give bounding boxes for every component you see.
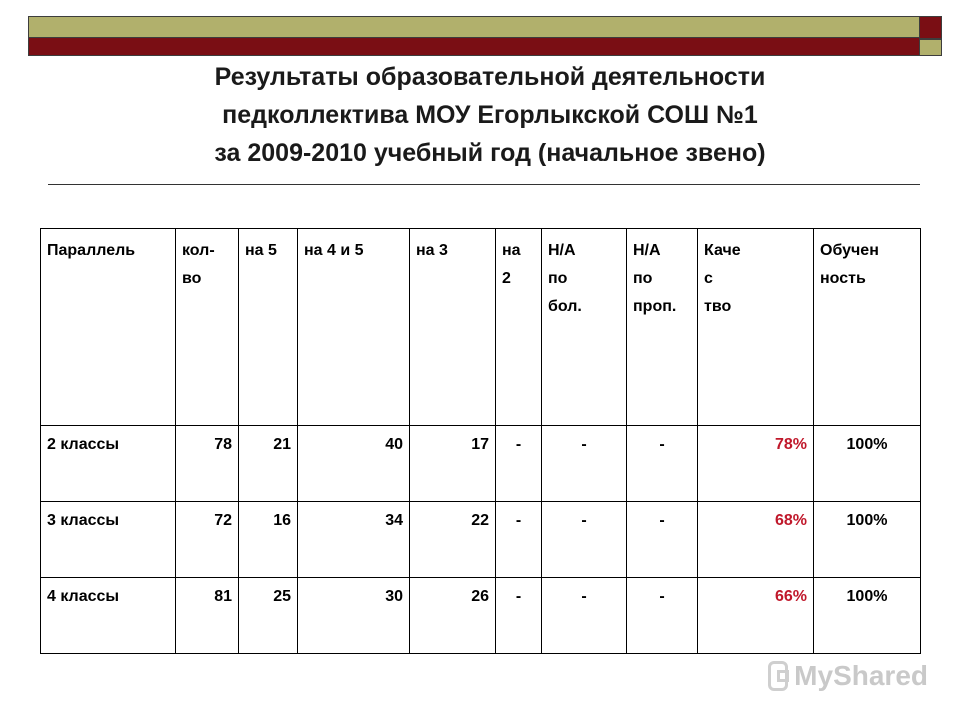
cell-quality: 78%: [698, 426, 814, 502]
cell-grade-3: 22: [410, 502, 496, 578]
corner-square-olive: [919, 39, 942, 56]
header-grade-3: на 3: [410, 229, 496, 426]
cell-parallel: 4 классы: [41, 578, 176, 654]
cell-na-illness: -: [542, 578, 627, 654]
cell-na-absence: -: [627, 426, 698, 502]
myshared-watermark: [768, 656, 928, 696]
cell-parallel: 3 классы: [41, 502, 176, 578]
cell-grade-5: 21: [239, 426, 298, 502]
cell-grade-3: 26: [410, 578, 496, 654]
decoration-band-maroon: [28, 38, 920, 56]
results-table: [40, 228, 921, 654]
myshared-logo-icon: [768, 661, 788, 691]
title-line-1: Результаты образовательной деятельности: [214, 63, 766, 91]
cell-grade-4-5: 40: [298, 426, 410, 502]
table-row: [41, 502, 921, 578]
cell-parallel: 2 классы: [41, 426, 176, 502]
decoration-band-olive: [28, 16, 920, 38]
title-line-2: педколлектива МОУ Егорлыкской СОШ №1: [222, 101, 758, 129]
cell-quality: 66%: [698, 578, 814, 654]
header-na-illness: Н/А по бол.: [542, 229, 627, 426]
cell-quality: 68%: [698, 502, 814, 578]
header-quality: Каче с тво: [698, 229, 814, 426]
cell-grade-2: -: [496, 502, 542, 578]
header-grade-4-5: на 4 и 5: [298, 229, 410, 426]
cell-grade-4-5: 30: [298, 578, 410, 654]
cell-learning: 100%: [814, 578, 921, 654]
cell-grade-2: -: [496, 426, 542, 502]
header-count: кол- во: [176, 229, 239, 426]
table-row: [41, 426, 921, 502]
cell-count: 78: [176, 426, 239, 502]
cell-grade-5: 16: [239, 502, 298, 578]
cell-grade-3: 17: [410, 426, 496, 502]
cell-grade-5: 25: [239, 578, 298, 654]
cell-count: 81: [176, 578, 239, 654]
cell-grade-2: -: [496, 578, 542, 654]
cell-grade-4-5: 34: [298, 502, 410, 578]
cell-na-illness: -: [542, 426, 627, 502]
cell-na-absence: -: [627, 502, 698, 578]
header-na-absence: Н/А по проп.: [627, 229, 698, 426]
table-header-row: [41, 229, 921, 426]
title-line-3: за 2009-2010 учебный год (начальное звено): [214, 139, 766, 167]
header-learning: Обучен ность: [814, 229, 921, 426]
title-divider: [48, 184, 920, 185]
header-parallel: Параллель: [41, 229, 176, 426]
table-row: [41, 578, 921, 654]
watermark-text: MyShared: [794, 660, 928, 691]
slide-title: [60, 58, 920, 172]
header-grade-2: на 2: [496, 229, 542, 426]
cell-count: 72: [176, 502, 239, 578]
corner-square-maroon: [919, 16, 942, 39]
cell-na-illness: -: [542, 502, 627, 578]
cell-learning: 100%: [814, 502, 921, 578]
cell-na-absence: -: [627, 578, 698, 654]
header-grade-5: на 5: [239, 229, 298, 426]
header-decoration: [28, 16, 920, 56]
cell-learning: 100%: [814, 426, 921, 502]
